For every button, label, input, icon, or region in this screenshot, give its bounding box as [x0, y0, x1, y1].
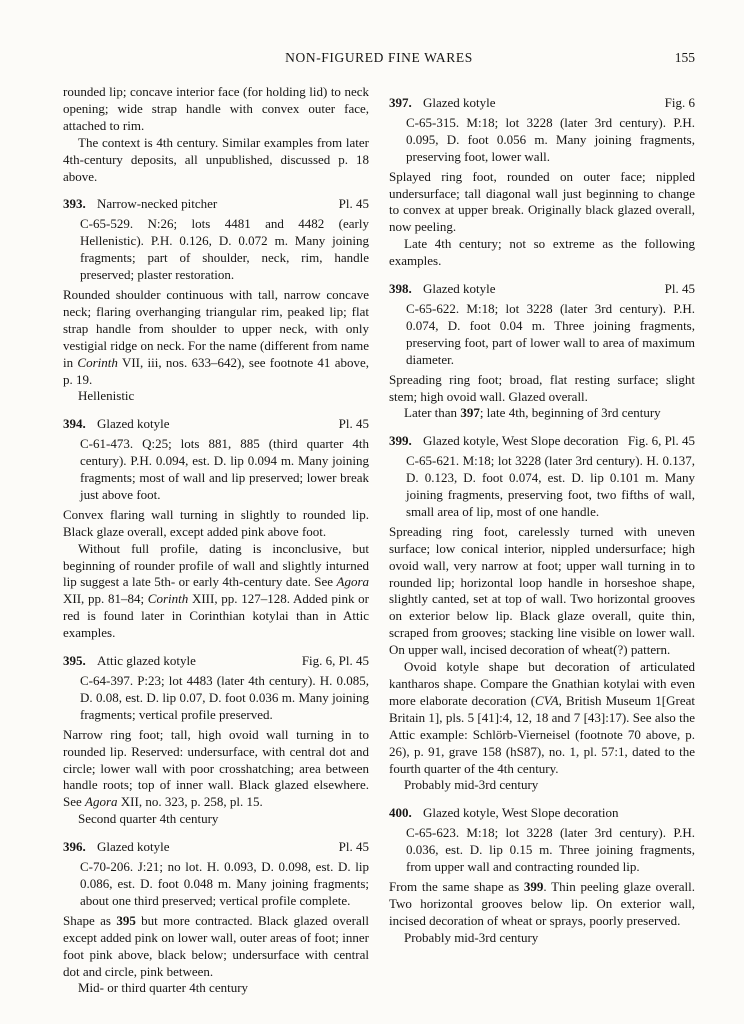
entry-figure-ref: Pl. 45	[338, 839, 369, 855]
text-run: Mid- or third quarter 4th century	[78, 980, 249, 996]
catalog-entry	[63, 653, 369, 828]
text-run: Hellenistic	[78, 388, 135, 404]
entry-number: 394.	[63, 416, 86, 432]
catalog-entry	[389, 95, 695, 270]
entry-title: Glazed kotyle	[423, 281, 496, 297]
text-run: Agora	[336, 574, 369, 590]
page-header	[63, 50, 695, 68]
entry-number: 398.	[389, 281, 412, 297]
entry-heading	[389, 805, 695, 822]
text-run: Narrow ring foot; tall, high ovoid wall turning in to rounded lip. Reserved: undersurface, with central dot and circle; lower wall with poor crosshatching; area between handle roots; top of inner wall. Black glazed elsewhere. See	[63, 726, 369, 810]
continuation-paragraph	[63, 84, 369, 135]
entry-figure-ref: Pl. 45	[664, 281, 695, 297]
text-run: Later than	[404, 405, 461, 421]
text-run: Without full profile, dating is inconclusive, but beginning of rounder profile of wall and slightly inturned lip suggest a late 5th- or early 4th-century date. See	[63, 540, 369, 590]
text-run: XII, pp. 81–84;	[63, 591, 148, 607]
text-run: Second quarter 4th century	[78, 811, 219, 827]
entry-title: Glazed kotyle, West Slope decoration	[423, 433, 619, 449]
running-title: NON-FIGURED FINE WARES	[285, 50, 473, 65]
entry-figure-ref: Pl. 45	[338, 416, 369, 432]
entry-number: 396.	[63, 839, 86, 855]
catalog-entry	[389, 281, 695, 422]
entry-catalog-text: C-70-206. J:21; no lot. H. 0.093, D. 0.098, est. D. lip 0.086, est. D. foot 0.048 m. Many joining fragments; about one third preserved; vertical profile complete.	[80, 859, 369, 908]
entry-description-paragraph	[389, 879, 695, 930]
entry-title: Attic glazed kotyle	[97, 653, 196, 669]
entry-title: Glazed kotyle	[97, 839, 170, 855]
text-run: , British Museum 1[Great Britain 1], pls. 5 [41]:4, 12, 18 and 7 [43]:17). See also the Attic example: Schlörb-Vierneisel (footnote 70 above, p. 26), p. 91, grave 158 (hS87), no. 1, pl. 57:1, dated to the fourth quarter of the 4th century.	[389, 692, 695, 776]
entry-title: Glazed kotyle	[97, 416, 170, 432]
entry-title: Glazed kotyle	[423, 95, 496, 110]
catalog-entry	[63, 196, 369, 405]
entry-catalog-text: C-65-315. M:18; lot 3228 (later 3rd century). P.H. 0.095, D. foot 0.056 m. Many joining fragments, preserving foot, lower wall.	[406, 114, 695, 164]
entry-description-paragraph	[389, 930, 695, 947]
entry-number: 397.	[389, 95, 412, 110]
entry-catalog-text: C-65-529. N:26; lots 4481 and 4482 (early Hellenistic). P.H. 0.126, D. 0.072 m. Many joining fragments; part of shoulder, neck, rim, handle preserved; plaster restoration.	[80, 216, 369, 283]
entry-catalog-text: C-65-622. M:18; lot 3228 (later 3rd century). P.H. 0.074, D. foot 0.04 m. Three joining fragments, preserving foot, part of lower wall to area of maximum diameter.	[406, 300, 695, 367]
entry-description-paragraph	[63, 980, 369, 997]
text-run: XII, no. 323, p. 258, pl. 15.	[117, 794, 263, 810]
entry-heading	[63, 653, 369, 670]
entry-description-paragraph	[63, 388, 369, 405]
entry-number: 393.	[63, 196, 86, 212]
entry-description-paragraph	[63, 541, 369, 642]
text-run: CVA	[535, 692, 559, 708]
text-run: XIII, pp. 127–128. Added pink or red is found later in Corinthian kotylai than in Attic examples.	[63, 591, 369, 641]
text-run: rounded lip; concave interior face (for holding lid) to neck opening; wide strap handle with convex outer face, attached to rim.	[63, 84, 369, 133]
catalog-entry	[63, 839, 369, 997]
entry-catalog-text: C-64-397. P:23; lot 4483 (later 4th century). H. 0.085, D. 0.08, est. D. lip 0.07, D. foot 0.036 m. Many joining fragments; vertical profile preserved.	[80, 673, 369, 722]
entry-number: 399.	[389, 433, 412, 449]
entry-title: Glazed kotyle, West Slope decoration	[423, 805, 619, 821]
entry-description-paragraph	[389, 169, 695, 237]
entry-heading	[389, 433, 695, 450]
entry-title: Narrow-necked pitcher	[97, 196, 218, 212]
text-run: 397	[460, 405, 480, 421]
text-run: Probably mid-3rd century	[404, 777, 539, 793]
entry-description-paragraph	[389, 777, 695, 794]
text-run: Ovoid kotyle shape but decoration of articulated kantharos shape. Compare the Gnathian kotylai with even more elaborate decoration (	[389, 659, 695, 708]
text-run: Spreading ring foot, carelessly turned with uneven surface; low conical interior, nippled undersurface; high ovoid wall, very narrow at foot; upper wall turning in to rounded lip; horizontal loop handle in horseshoe shape, slightly canted, set at top of wall. Two horizontal grooves on exterior below lip. Black glaze overall, quite thin, scraped from grooves; stacking line visible on lower wall. On upper wall, incised decoration of wheat(?) pattern.	[389, 523, 695, 658]
text-run: ; late 4th, beginning of 3rd century	[479, 405, 661, 421]
entry-description-paragraph	[63, 727, 369, 812]
text-run: Spreading ring foot; broad, flat resting surface; slight stem; high ovoid wall. Glazed overall.	[389, 371, 695, 404]
entry-description-paragraph	[63, 287, 369, 388]
text-run: Rounded shoulder continuous with tall, narrow concave neck; flaring overhanging triangular rim, peaked lip; flat strap handle from shoulder to upper neck, with only vestigial ridge on neck. For the name (different from name in	[63, 286, 369, 370]
text-run: Corinth	[147, 591, 189, 607]
entry-figure-ref: Fig. 6, Pl. 45	[301, 653, 369, 669]
catalog-entry	[389, 805, 695, 946]
text-run: 395	[116, 912, 136, 928]
catalog-entry	[63, 416, 369, 642]
text-run: The context is 4th century. Similar examples from later 4th-century deposits, all unpublished, discussed p. 18 above.	[63, 134, 369, 184]
text-run: From the same shape as	[389, 878, 524, 894]
entry-description-paragraph	[63, 811, 369, 828]
entry-figure-ref: Pl. 45	[338, 196, 369, 212]
entry-description-paragraph	[389, 236, 695, 270]
continuation-paragraph	[63, 135, 369, 186]
entry-heading	[63, 196, 369, 213]
text-run: . Thin peeling glaze overall. Two horizontal grooves below lip. On exterior wall, incised decoration of wheat or sprays, poorly preserved.	[389, 878, 695, 928]
left-column	[63, 84, 369, 997]
text-run: Corinth	[77, 354, 118, 370]
entry-description-paragraph	[389, 659, 695, 777]
page-number: 155	[674, 50, 695, 65]
entry-description-paragraph	[389, 372, 695, 406]
entry-figure-ref: Fig. 6	[664, 95, 695, 110]
text-run: 399	[523, 878, 544, 894]
text-run: Agora	[85, 794, 118, 810]
entry-heading	[389, 95, 695, 112]
entry-number: 400.	[389, 805, 412, 821]
entry-catalog-text: C-65-623. M:18; lot 3228 (later 3rd century). P.H. 0.036, est. D. lip 0.15 m. Three joining fragments, from upper wall and contracting rounded lip.	[406, 825, 695, 875]
entry-catalog-text: C-65-621. M:18; lot 3228 (later 3rd century). H. 0.137, D. 0.123, D. foot 0.074, est. D. lip 0.101 m. Many joining fragments, preserving foot, two fifths of wall, small area of lip, most of one handle.	[406, 453, 695, 519]
entry-heading	[389, 281, 695, 298]
right-column	[389, 84, 695, 997]
entry-heading	[63, 839, 369, 856]
entry-description-paragraph	[389, 405, 695, 422]
text-columns	[63, 84, 695, 997]
entry-heading	[63, 416, 369, 433]
entry-catalog-text: C-61-473. Q:25; lots 881, 885 (third quarter 4th century). P.H. 0.094, est. D. lip 0.094 m. Many joining fragments; most of wall and lip preserved; lower break just above foot.	[80, 436, 369, 502]
entry-number: 395.	[63, 653, 86, 669]
text-run: Probably mid-3rd century	[404, 929, 539, 945]
text-run: Late 4th century; not so extreme as the following examples.	[389, 236, 695, 269]
entry-description-paragraph	[63, 913, 369, 981]
entry-figure-ref: Fig. 6, Pl. 45	[627, 433, 695, 449]
entry-description-paragraph	[389, 524, 695, 659]
text-run: Splayed ring foot, rounded on outer face; nippled undersurface; tall diagonal wall just beginning to change to convex at upper break. Originally black glazed overall, now peeling.	[389, 168, 695, 235]
entry-description-paragraph	[63, 507, 369, 541]
text-run: Shape as	[63, 912, 117, 928]
catalog-entry	[389, 433, 695, 794]
text-run: but more contracted. Black glazed overall except added pink on lower wall, outer areas of foot; inner foot pink above, black below; undersurface with central dot and circle, pink between.	[63, 912, 369, 979]
text-run: VII, iii, nos. 633–642), see footnote 41 above, p. 19.	[63, 354, 369, 387]
text-run: Convex flaring wall turning in slightly to rounded lip. Black glaze overall, except added pink above foot.	[63, 506, 369, 539]
